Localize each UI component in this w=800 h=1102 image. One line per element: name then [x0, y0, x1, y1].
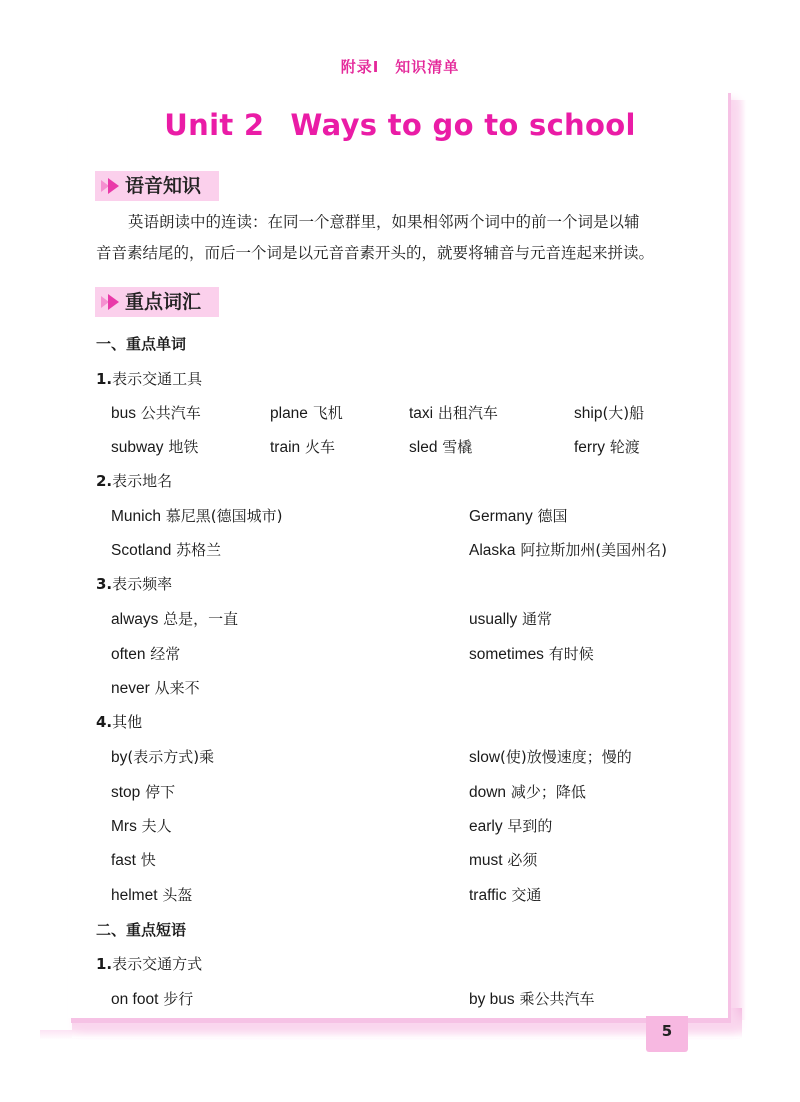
vocab-item: must 必须	[469, 851, 538, 869]
running-header	[0, 56, 800, 77]
category-heading: 1.表示交通方式	[96, 955, 203, 973]
unit-topic: Ways to go to school	[290, 108, 636, 142]
phrase-item: by bus 乘公共汽车	[469, 990, 595, 1008]
vocab-item: sled 雪橇	[409, 438, 473, 456]
vocab-item: stop 停下	[111, 783, 176, 801]
category-heading: 1.表示交通工具	[96, 370, 203, 388]
header-appendix: 附录Ⅰ	[340, 58, 380, 76]
category-heading: 3.表示频率	[96, 575, 173, 593]
vocab-item: Mrs 夫人	[111, 817, 172, 835]
vocab-item: plane 飞机	[270, 404, 343, 422]
section-tag-vocab	[95, 287, 219, 317]
subheading-key-words: 一、重点单词	[96, 335, 187, 353]
category-heading: 4.其他	[96, 713, 143, 731]
unit-number: Unit 2	[164, 108, 265, 142]
vocab-item: fast 快	[111, 851, 156, 869]
vocab-item: ferry 轮渡	[574, 438, 640, 456]
subheading-key-phrases: 二、重点短语	[96, 921, 187, 939]
vocab-item: early 早到的	[469, 817, 553, 835]
vocab-item: helmet 头盔	[111, 886, 193, 904]
header-section: 知识清单	[395, 58, 460, 76]
pronunciation-paragraph	[96, 207, 706, 269]
unit-title	[0, 108, 800, 142]
vocab-item: sometimes 有时候	[469, 645, 594, 663]
phrase-item: on foot 步行	[111, 990, 194, 1008]
section-title: 语音知识	[125, 175, 202, 197]
vocab-item: down 减少；降低	[469, 783, 586, 801]
vocab-item: bus 公共汽车	[111, 404, 201, 422]
page-number: 5	[646, 1016, 688, 1052]
vocab-item: usually 通常	[469, 610, 553, 628]
vocab-item: traffic 交通	[469, 886, 542, 904]
vocab-item: subway 地铁	[111, 438, 199, 456]
vocab-item: Alaska 阿拉斯加州(美国州名)	[469, 541, 668, 559]
vocab-item: Munich 慕尼黑(德国城市)	[111, 507, 283, 525]
vocab-item: never 从来不	[111, 679, 200, 697]
arrow-icon	[101, 294, 121, 310]
vocab-item: Scotland 苏格兰	[111, 541, 222, 559]
section-title: 重点词汇	[125, 291, 202, 313]
paragraph-line: 音音素结尾的，而后一个词是以元音音素开头的，就要将辅音与元音连起来拼读。	[96, 244, 655, 262]
category-heading: 2.表示地名	[96, 472, 173, 490]
vocab-item: taxi 出租汽车	[409, 404, 498, 422]
vocab-item: slow(使)放慢速度；慢的	[469, 748, 632, 766]
arrow-icon	[101, 178, 121, 194]
paragraph-line: 英语朗读中的连读：在同一个意群里，如果相邻两个词中的前一个词是以辅	[128, 213, 640, 231]
vocab-item: by(表示方式)乘	[111, 748, 215, 766]
vocab-item: train 火车	[270, 438, 335, 456]
vocab-item: always 总是，一直	[111, 610, 239, 628]
vocab-item: Germany 德国	[469, 507, 568, 525]
vocab-item: ship(大)船	[574, 404, 645, 422]
vocab-item: often 经常	[111, 645, 181, 663]
section-tag-pronunciation	[95, 171, 219, 201]
